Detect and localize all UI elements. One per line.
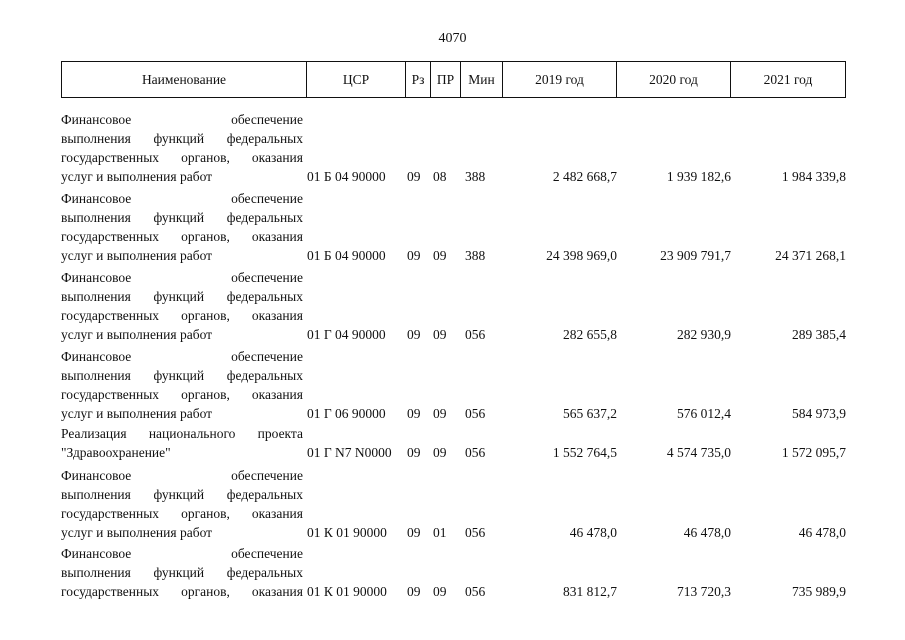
row-name-line: государственных органов, оказания — [61, 584, 303, 599]
row-name — [61, 347, 303, 423]
row-name-line: услуг и выполнения работ — [61, 169, 213, 184]
row-2021: 24 371 268,1 — [775, 248, 846, 263]
row-2021: 735 989,9 — [792, 584, 846, 599]
row-2021: 289 385,4 — [792, 327, 846, 342]
row-min: 056 — [465, 406, 486, 421]
row-2019: 1 552 764,5 — [552, 445, 617, 460]
header-2020: 2020 год — [616, 62, 730, 97]
row-csr: 01 К 01 90000 — [307, 584, 387, 599]
row-name-line: государственных органов, оказания — [61, 308, 303, 323]
row-2019: 831 812,7 — [563, 584, 617, 599]
row-name — [61, 110, 303, 186]
row-pr: 09 — [433, 327, 447, 342]
row-name-line: Финансовое обеспечение — [61, 112, 303, 127]
row-2019: 46 478,0 — [569, 525, 617, 540]
header-2021: 2021 год — [730, 62, 845, 97]
row-name-line: "Здравоохранение" — [61, 445, 171, 460]
row-csr: 01 Г N7 N0000 — [307, 445, 392, 460]
row-name-line: государственных органов, оказания — [61, 150, 303, 165]
row-name-line: выполнения функций федеральных — [61, 210, 303, 225]
row-2020: 576 012,4 — [677, 406, 731, 421]
row-pr: 08 — [433, 169, 447, 184]
row-name-line: государственных органов, оказания — [61, 387, 303, 402]
table-row — [61, 347, 846, 423]
row-2020: 4 574 735,0 — [666, 445, 731, 460]
row-min: 056 — [465, 584, 486, 599]
row-name-line: Реализация национального проекта — [61, 426, 303, 441]
row-rz: 09 — [407, 327, 421, 342]
row-name — [61, 268, 303, 344]
row-csr: 01 Г 06 90000 — [307, 406, 386, 421]
header-csr: ЦСР — [306, 62, 405, 97]
row-name — [61, 466, 303, 542]
page-number: 4070 — [438, 31, 467, 46]
row-2020: 46 478,0 — [683, 525, 731, 540]
row-rz: 09 — [407, 525, 421, 540]
row-pr: 09 — [433, 248, 447, 263]
row-name — [61, 189, 303, 265]
row-min: 056 — [465, 445, 486, 460]
row-name-line: Финансовое обеспечение — [61, 270, 303, 285]
row-min: 056 — [465, 327, 486, 342]
row-pr: 09 — [433, 584, 447, 599]
row-rz: 09 — [407, 406, 421, 421]
row-rz: 09 — [407, 445, 421, 460]
table-row — [61, 189, 846, 265]
row-2019: 2 482 668,7 — [552, 169, 617, 184]
row-name-line: выполнения функций федеральных — [61, 131, 303, 146]
row-name-line: государственных органов, оказания — [61, 229, 303, 244]
table-row — [61, 466, 846, 542]
row-name-line: выполнения функций федеральных — [61, 289, 303, 304]
row-min: 056 — [465, 525, 486, 540]
row-name — [61, 424, 303, 462]
row-csr: 01 Г 04 90000 — [307, 327, 386, 342]
row-rz: 09 — [407, 248, 421, 263]
row-2019: 24 398 969,0 — [546, 248, 617, 263]
row-csr: 01 Б 04 90000 — [307, 169, 386, 184]
row-name-line: выполнения функций федеральных — [61, 368, 303, 383]
row-name-line: услуг и выполнения работ — [61, 525, 213, 540]
row-2021: 46 478,0 — [798, 525, 846, 540]
row-name-line: государственных органов, оказания — [61, 506, 303, 521]
row-pr: 09 — [433, 406, 447, 421]
row-rz: 09 — [407, 584, 421, 599]
row-min: 388 — [465, 169, 486, 184]
row-2021: 1 984 339,8 — [781, 169, 846, 184]
table-row — [61, 268, 846, 344]
row-2020: 713 720,3 — [677, 584, 731, 599]
row-name-line: выполнения функций федеральных — [61, 565, 303, 580]
header-min: Мин — [460, 62, 502, 97]
row-name-line: Финансовое обеспечение — [61, 468, 303, 483]
row-name — [61, 544, 303, 601]
row-min: 388 — [465, 248, 486, 263]
row-name-line: услуг и выполнения работ — [61, 248, 213, 263]
row-rz: 09 — [407, 169, 421, 184]
header-pr: ПР — [430, 62, 460, 97]
header-2019: 2019 год — [502, 62, 616, 97]
row-2020: 282 930,9 — [677, 327, 731, 342]
row-csr: 01 К 01 90000 — [307, 525, 387, 540]
row-2021: 1 572 095,7 — [781, 445, 846, 460]
table-row — [61, 110, 846, 186]
row-name-line: Финансовое обеспечение — [61, 191, 303, 206]
row-2021: 584 973,9 — [792, 406, 846, 421]
row-2020: 1 939 182,6 — [666, 169, 731, 184]
row-name-line: выполнения функций федеральных — [61, 487, 303, 502]
row-csr: 01 Б 04 90000 — [307, 248, 386, 263]
row-pr: 01 — [433, 525, 447, 540]
row-name-line: услуг и выполнения работ — [61, 327, 213, 342]
table-row — [61, 544, 846, 601]
row-pr: 09 — [433, 445, 447, 460]
table-header — [61, 61, 846, 98]
row-2019: 565 637,2 — [563, 406, 617, 421]
header-rz: Рз — [405, 62, 430, 97]
row-name-line: Финансовое обеспечение — [61, 349, 303, 364]
row-2020: 23 909 791,7 — [660, 248, 731, 263]
table-row — [61, 424, 846, 462]
row-name-line: услуг и выполнения работ — [61, 406, 213, 421]
row-2019: 282 655,8 — [563, 327, 617, 342]
header-name: Наименование — [141, 72, 227, 87]
row-name-line: Финансовое обеспечение — [61, 546, 303, 561]
